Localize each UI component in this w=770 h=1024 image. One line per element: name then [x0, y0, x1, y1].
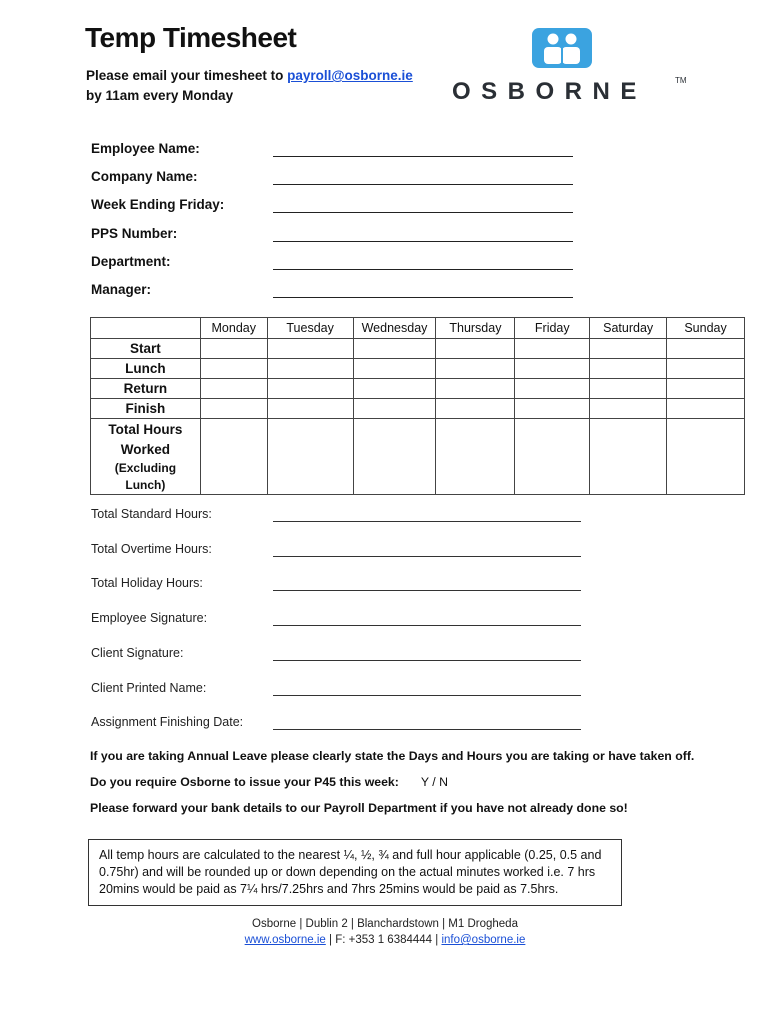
- day-header-sunday: Sunday: [667, 318, 745, 339]
- time-cell[interactable]: [515, 379, 590, 399]
- time-cell[interactable]: [353, 379, 436, 399]
- p45-question: [90, 775, 448, 789]
- department-field[interactable]: [273, 254, 573, 270]
- table-row-total-hours: [91, 419, 745, 495]
- footer-locations: Osborne | Dublin 2 | Blanchardstown | M1 Drogheda: [252, 918, 518, 930]
- time-cell[interactable]: [267, 359, 353, 379]
- table-row-return: [91, 379, 745, 399]
- time-cell[interactable]: [267, 379, 353, 399]
- total-cell[interactable]: [590, 419, 667, 495]
- corner-cell: [91, 318, 201, 339]
- rounding-policy-box: [88, 839, 622, 906]
- row-label-lunch: Lunch: [91, 359, 201, 379]
- client-printed-name-field[interactable]: [273, 682, 581, 696]
- osborne-logo: [450, 26, 690, 106]
- employee-name-field[interactable]: [273, 141, 573, 157]
- info-email-link[interactable]: info@osborne.ie: [441, 934, 526, 946]
- total-overtime-hours-field[interactable]: [273, 543, 581, 557]
- timesheet-table: [90, 317, 745, 495]
- total-cell[interactable]: [436, 419, 515, 495]
- manager-label: Manager:: [91, 282, 152, 297]
- time-cell[interactable]: [436, 399, 515, 419]
- total-hours-note-line1: (Excluding: [114, 461, 177, 475]
- footer-contacts: [0, 934, 770, 946]
- total-overtime-hours-label: Total Overtime Hours:: [91, 542, 212, 556]
- day-header-thursday: Thursday: [436, 318, 515, 339]
- employee-signature-label: Employee Signature:: [91, 611, 208, 625]
- total-cell[interactable]: [353, 419, 436, 495]
- total-standard-hours-label: Total Standard Hours:: [91, 507, 212, 521]
- trademark-symbol: TM: [675, 76, 687, 85]
- manager-field[interactable]: [273, 282, 573, 298]
- day-header-tuesday: Tuesday: [267, 318, 353, 339]
- assignment-finishing-date-field[interactable]: [273, 716, 581, 730]
- time-cell[interactable]: [590, 399, 667, 419]
- time-cell[interactable]: [667, 359, 745, 379]
- employee-name-label: Employee Name:: [91, 141, 200, 156]
- row-label-return: Return: [91, 379, 201, 399]
- time-cell[interactable]: [267, 399, 353, 419]
- total-cell[interactable]: [200, 419, 267, 495]
- pps-number-field[interactable]: [273, 226, 573, 242]
- time-cell[interactable]: [200, 379, 267, 399]
- time-cell[interactable]: [667, 339, 745, 359]
- assignment-finishing-date-label: Assignment Finishing Date:: [91, 715, 244, 729]
- intro-prefix: Please email your timesheet to: [86, 68, 288, 83]
- logo-wordmark: OSBORNE: [452, 78, 647, 105]
- time-cell[interactable]: [436, 359, 515, 379]
- client-signature-label: Client Signature:: [91, 646, 184, 660]
- intro-deadline: by 11am every Monday: [86, 88, 234, 103]
- time-cell[interactable]: [200, 339, 267, 359]
- week-ending-field[interactable]: [273, 197, 573, 213]
- table-header-row: [91, 318, 745, 339]
- people-logo-icon: [532, 28, 592, 68]
- bank-details-note: Please forward your bank details to our Payroll Department if you have not already done so!: [90, 801, 628, 815]
- page-title: Temp Timesheet: [85, 22, 297, 53]
- website-link[interactable]: www.osborne.ie: [244, 934, 326, 946]
- pps-number-label: PPS Number:: [91, 226, 178, 241]
- time-cell[interactable]: [200, 399, 267, 419]
- department-label: Department:: [91, 254, 171, 269]
- time-cell[interactable]: [667, 379, 745, 399]
- week-ending-label: Week Ending Friday:: [91, 197, 225, 212]
- company-name-label: Company Name:: [91, 169, 198, 184]
- time-cell[interactable]: [353, 339, 436, 359]
- rounding-policy-line3: 20mins would be paid as 7¼ hrs/7.25hrs and 7hrs 25mins would be paid as 7.5hrs.: [99, 882, 559, 896]
- rounding-policy-line1: All temp hours are calculated to the nearest ¼, ½, ¾ and full hour applicable (0.25, 0.5 and: [99, 848, 602, 862]
- day-header-wednesday: Wednesday: [353, 318, 436, 339]
- time-cell[interactable]: [515, 399, 590, 419]
- employee-signature-field[interactable]: [273, 612, 581, 626]
- company-name-field[interactable]: [273, 169, 573, 185]
- total-hours-note-line2: Lunch): [125, 478, 166, 492]
- payroll-email-link[interactable]: payroll@osborne.ie: [287, 68, 413, 83]
- row-label-total-hours: [91, 419, 201, 495]
- day-header-monday: Monday: [200, 318, 267, 339]
- submission-instructions: [86, 66, 413, 106]
- row-label-start: Start: [91, 339, 201, 359]
- p45-question-text: Do you require Osborne to issue your P45 this week:: [90, 775, 399, 789]
- time-cell[interactable]: [515, 339, 590, 359]
- time-cell[interactable]: [515, 359, 590, 379]
- total-hours-label-line2: Worked: [120, 442, 171, 457]
- table-row-start: [91, 339, 745, 359]
- total-hours-label-line1: Total Hours: [108, 422, 183, 437]
- total-cell[interactable]: [667, 419, 745, 495]
- fax-number: | F: +353 1 6384444 |: [325, 934, 442, 946]
- client-signature-field[interactable]: [273, 647, 581, 661]
- table-row-lunch: [91, 359, 745, 379]
- time-cell[interactable]: [590, 359, 667, 379]
- day-header-saturday: Saturday: [590, 318, 667, 339]
- total-standard-hours-field[interactable]: [273, 508, 581, 522]
- rounding-policy-line2: 0.75hr) and will be rounded up or down depending on the actual minutes worked i.e. 7 hrs: [99, 865, 596, 879]
- client-printed-name-label: Client Printed Name:: [91, 681, 207, 695]
- day-header-friday: Friday: [515, 318, 590, 339]
- total-cell[interactable]: [267, 419, 353, 495]
- row-label-finish: Finish: [91, 399, 201, 419]
- time-cell[interactable]: [436, 379, 515, 399]
- total-holiday-hours-label: Total Holiday Hours:: [91, 576, 203, 590]
- time-cell[interactable]: [200, 359, 267, 379]
- time-cell[interactable]: [436, 339, 515, 359]
- table-row-finish: [91, 399, 745, 419]
- time-cell[interactable]: [353, 359, 436, 379]
- total-cell[interactable]: [515, 419, 590, 495]
- time-cell[interactable]: [267, 339, 353, 359]
- time-cell[interactable]: [353, 399, 436, 419]
- time-cell[interactable]: [590, 339, 667, 359]
- total-holiday-hours-field[interactable]: [273, 577, 581, 591]
- annual-leave-note: If you are taking Annual Leave please clearly state the Days and Hours you are taking or have taken off.: [90, 749, 695, 763]
- time-cell[interactable]: [590, 379, 667, 399]
- time-cell[interactable]: [667, 399, 745, 419]
- p45-yes-no-options[interactable]: Y / N: [420, 775, 448, 789]
